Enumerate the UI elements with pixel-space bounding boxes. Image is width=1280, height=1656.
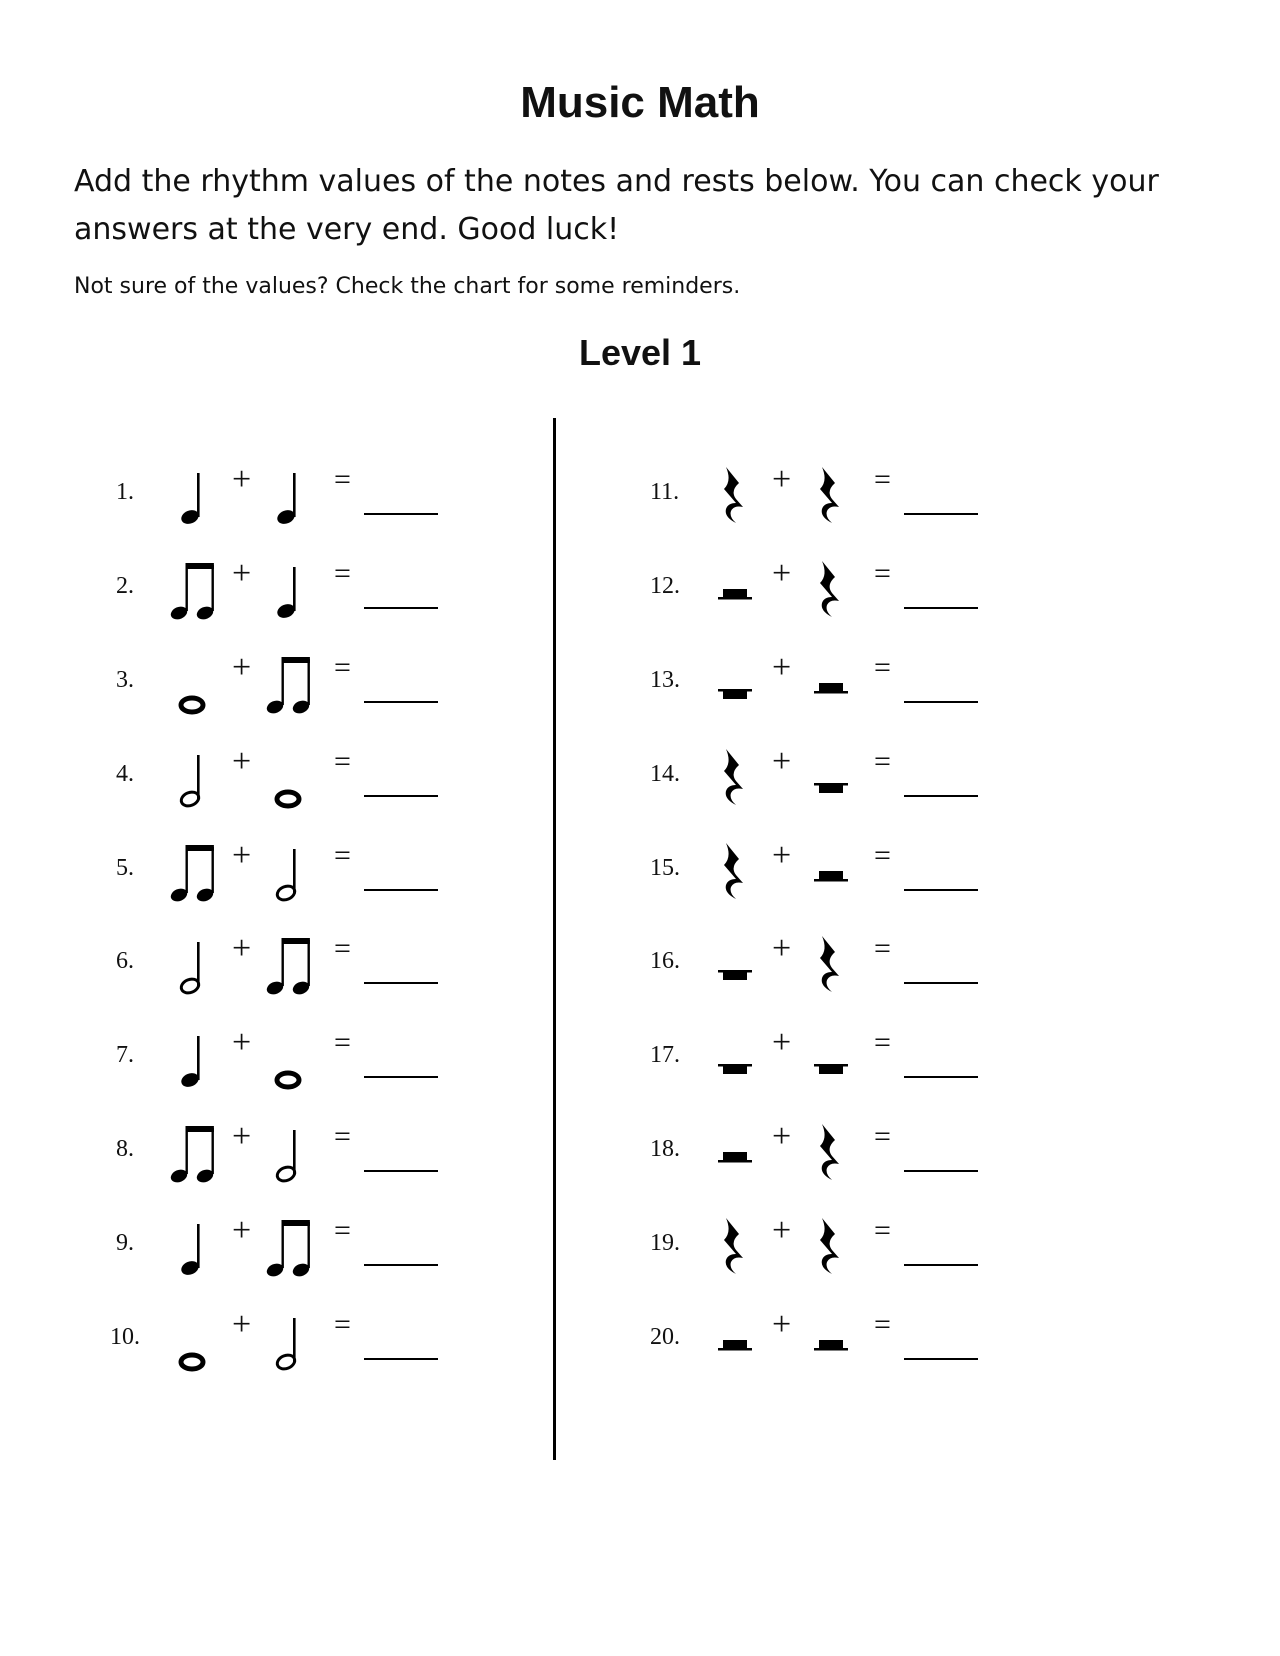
equals-sign: = (334, 651, 351, 684)
equals-sign: = (874, 463, 891, 496)
plus-sign: + (232, 930, 252, 967)
plus-sign: + (772, 743, 792, 780)
problem-row (0, 924, 1280, 1004)
equals-sign: = (874, 932, 891, 965)
problem-number: 20. (650, 1324, 680, 1350)
answer-blank[interactable] (904, 701, 978, 703)
half-rest-icon (802, 1300, 862, 1380)
equals-sign: = (874, 839, 891, 872)
equals-sign: = (874, 745, 891, 778)
equals-sign: = (334, 1308, 351, 1341)
answer-blank[interactable] (904, 889, 978, 891)
problem-number: 3. (116, 667, 134, 693)
problem-number: 1. (116, 479, 134, 505)
plus-sign: + (772, 649, 792, 686)
problem-number: 6. (116, 948, 134, 974)
whole-rest-icon (802, 1018, 862, 1098)
plus-sign: + (772, 461, 792, 498)
problem-number: 13. (650, 667, 680, 693)
problem-number: 2. (116, 573, 134, 599)
whole-rest-icon (706, 924, 766, 1004)
problem-number: 7. (116, 1042, 134, 1068)
plus-sign: + (232, 555, 252, 592)
problem-number: 8. (116, 1136, 134, 1162)
quarter-rest-icon (802, 924, 862, 1004)
answer-blank[interactable] (904, 795, 978, 797)
whole-rest-icon (802, 737, 862, 817)
plus-sign: + (772, 1212, 792, 1249)
quarter-rest-icon (802, 1112, 862, 1192)
whole-rest-icon (706, 643, 766, 723)
plus-sign: + (232, 1306, 252, 1343)
plus-sign: + (232, 1118, 252, 1155)
problem-number: 10. (110, 1324, 140, 1350)
plus-sign: + (232, 837, 252, 874)
problem-row (0, 1112, 1280, 1192)
problem-number: 18. (650, 1136, 680, 1162)
problem-row (0, 1300, 1280, 1380)
worksheet-title: Music Math (520, 78, 760, 127)
problem-number: 5. (116, 855, 134, 881)
equals-sign: = (334, 839, 351, 872)
answer-blank[interactable] (904, 1076, 978, 1078)
problem-row (0, 831, 1280, 911)
plus-sign: + (772, 1024, 792, 1061)
equals-sign: = (874, 651, 891, 684)
problem-row (0, 1206, 1280, 1286)
equals-sign: = (334, 1120, 351, 1153)
half-rest-icon (706, 549, 766, 629)
answer-blank[interactable] (904, 982, 978, 984)
equals-sign: = (874, 1308, 891, 1341)
equals-sign: = (334, 1026, 351, 1059)
quarter-rest-icon (802, 455, 862, 535)
equals-sign: = (334, 745, 351, 778)
quarter-rest-icon (706, 737, 766, 817)
level-heading: Level 1 (578, 332, 702, 373)
problem-row (0, 643, 1280, 723)
equals-sign: = (874, 1026, 891, 1059)
reminder-text: Not sure of the values? Check the chart for some reminders. (74, 274, 741, 299)
quarter-rest-icon (706, 831, 766, 911)
problem-number: 14. (650, 761, 680, 787)
quarter-rest-icon (706, 1206, 766, 1286)
plus-sign: + (772, 930, 792, 967)
plus-sign: + (232, 649, 252, 686)
answer-blank[interactable] (904, 1358, 978, 1360)
instructions-text: Add the rhythm values of the notes and rests below. You can check your answers at the very end. Good luck! (74, 164, 1159, 247)
problem-number: 19. (650, 1230, 680, 1256)
problem-number: 16. (650, 948, 680, 974)
equals-sign: = (874, 1214, 891, 1247)
whole-rest-icon (706, 1018, 766, 1098)
half-rest-icon (802, 831, 862, 911)
answer-blank[interactable] (904, 1264, 978, 1266)
answer-blank[interactable] (904, 1170, 978, 1172)
problem-row (0, 455, 1280, 535)
equals-sign: = (874, 557, 891, 590)
half-rest-icon (802, 643, 862, 723)
problem-number: 4. (116, 761, 134, 787)
quarter-rest-icon (706, 455, 766, 535)
plus-sign: + (232, 1212, 252, 1249)
problem-row (0, 549, 1280, 629)
answer-blank[interactable] (904, 607, 978, 609)
equals-sign: = (334, 463, 351, 496)
problem-row (0, 737, 1280, 817)
half-rest-icon (706, 1300, 766, 1380)
equals-sign: = (334, 932, 351, 965)
quarter-rest-icon (802, 1206, 862, 1286)
problem-row (0, 1018, 1280, 1098)
quarter-rest-icon (802, 549, 862, 629)
half-rest-icon (706, 1112, 766, 1192)
equals-sign: = (334, 557, 351, 590)
equals-sign: = (874, 1120, 891, 1153)
answer-blank[interactable] (904, 513, 978, 515)
problem-number: 9. (116, 1230, 134, 1256)
plus-sign: + (232, 1024, 252, 1061)
problem-number: 17. (650, 1042, 680, 1068)
plus-sign: + (232, 461, 252, 498)
problem-number: 15. (650, 855, 680, 881)
equals-sign: = (334, 1214, 351, 1247)
problem-number: 11. (650, 479, 680, 505)
problem-number: 12. (650, 573, 680, 599)
plus-sign: + (772, 837, 792, 874)
plus-sign: + (772, 555, 792, 592)
plus-sign: + (772, 1306, 792, 1343)
plus-sign: + (232, 743, 252, 780)
plus-sign: + (772, 1118, 792, 1155)
